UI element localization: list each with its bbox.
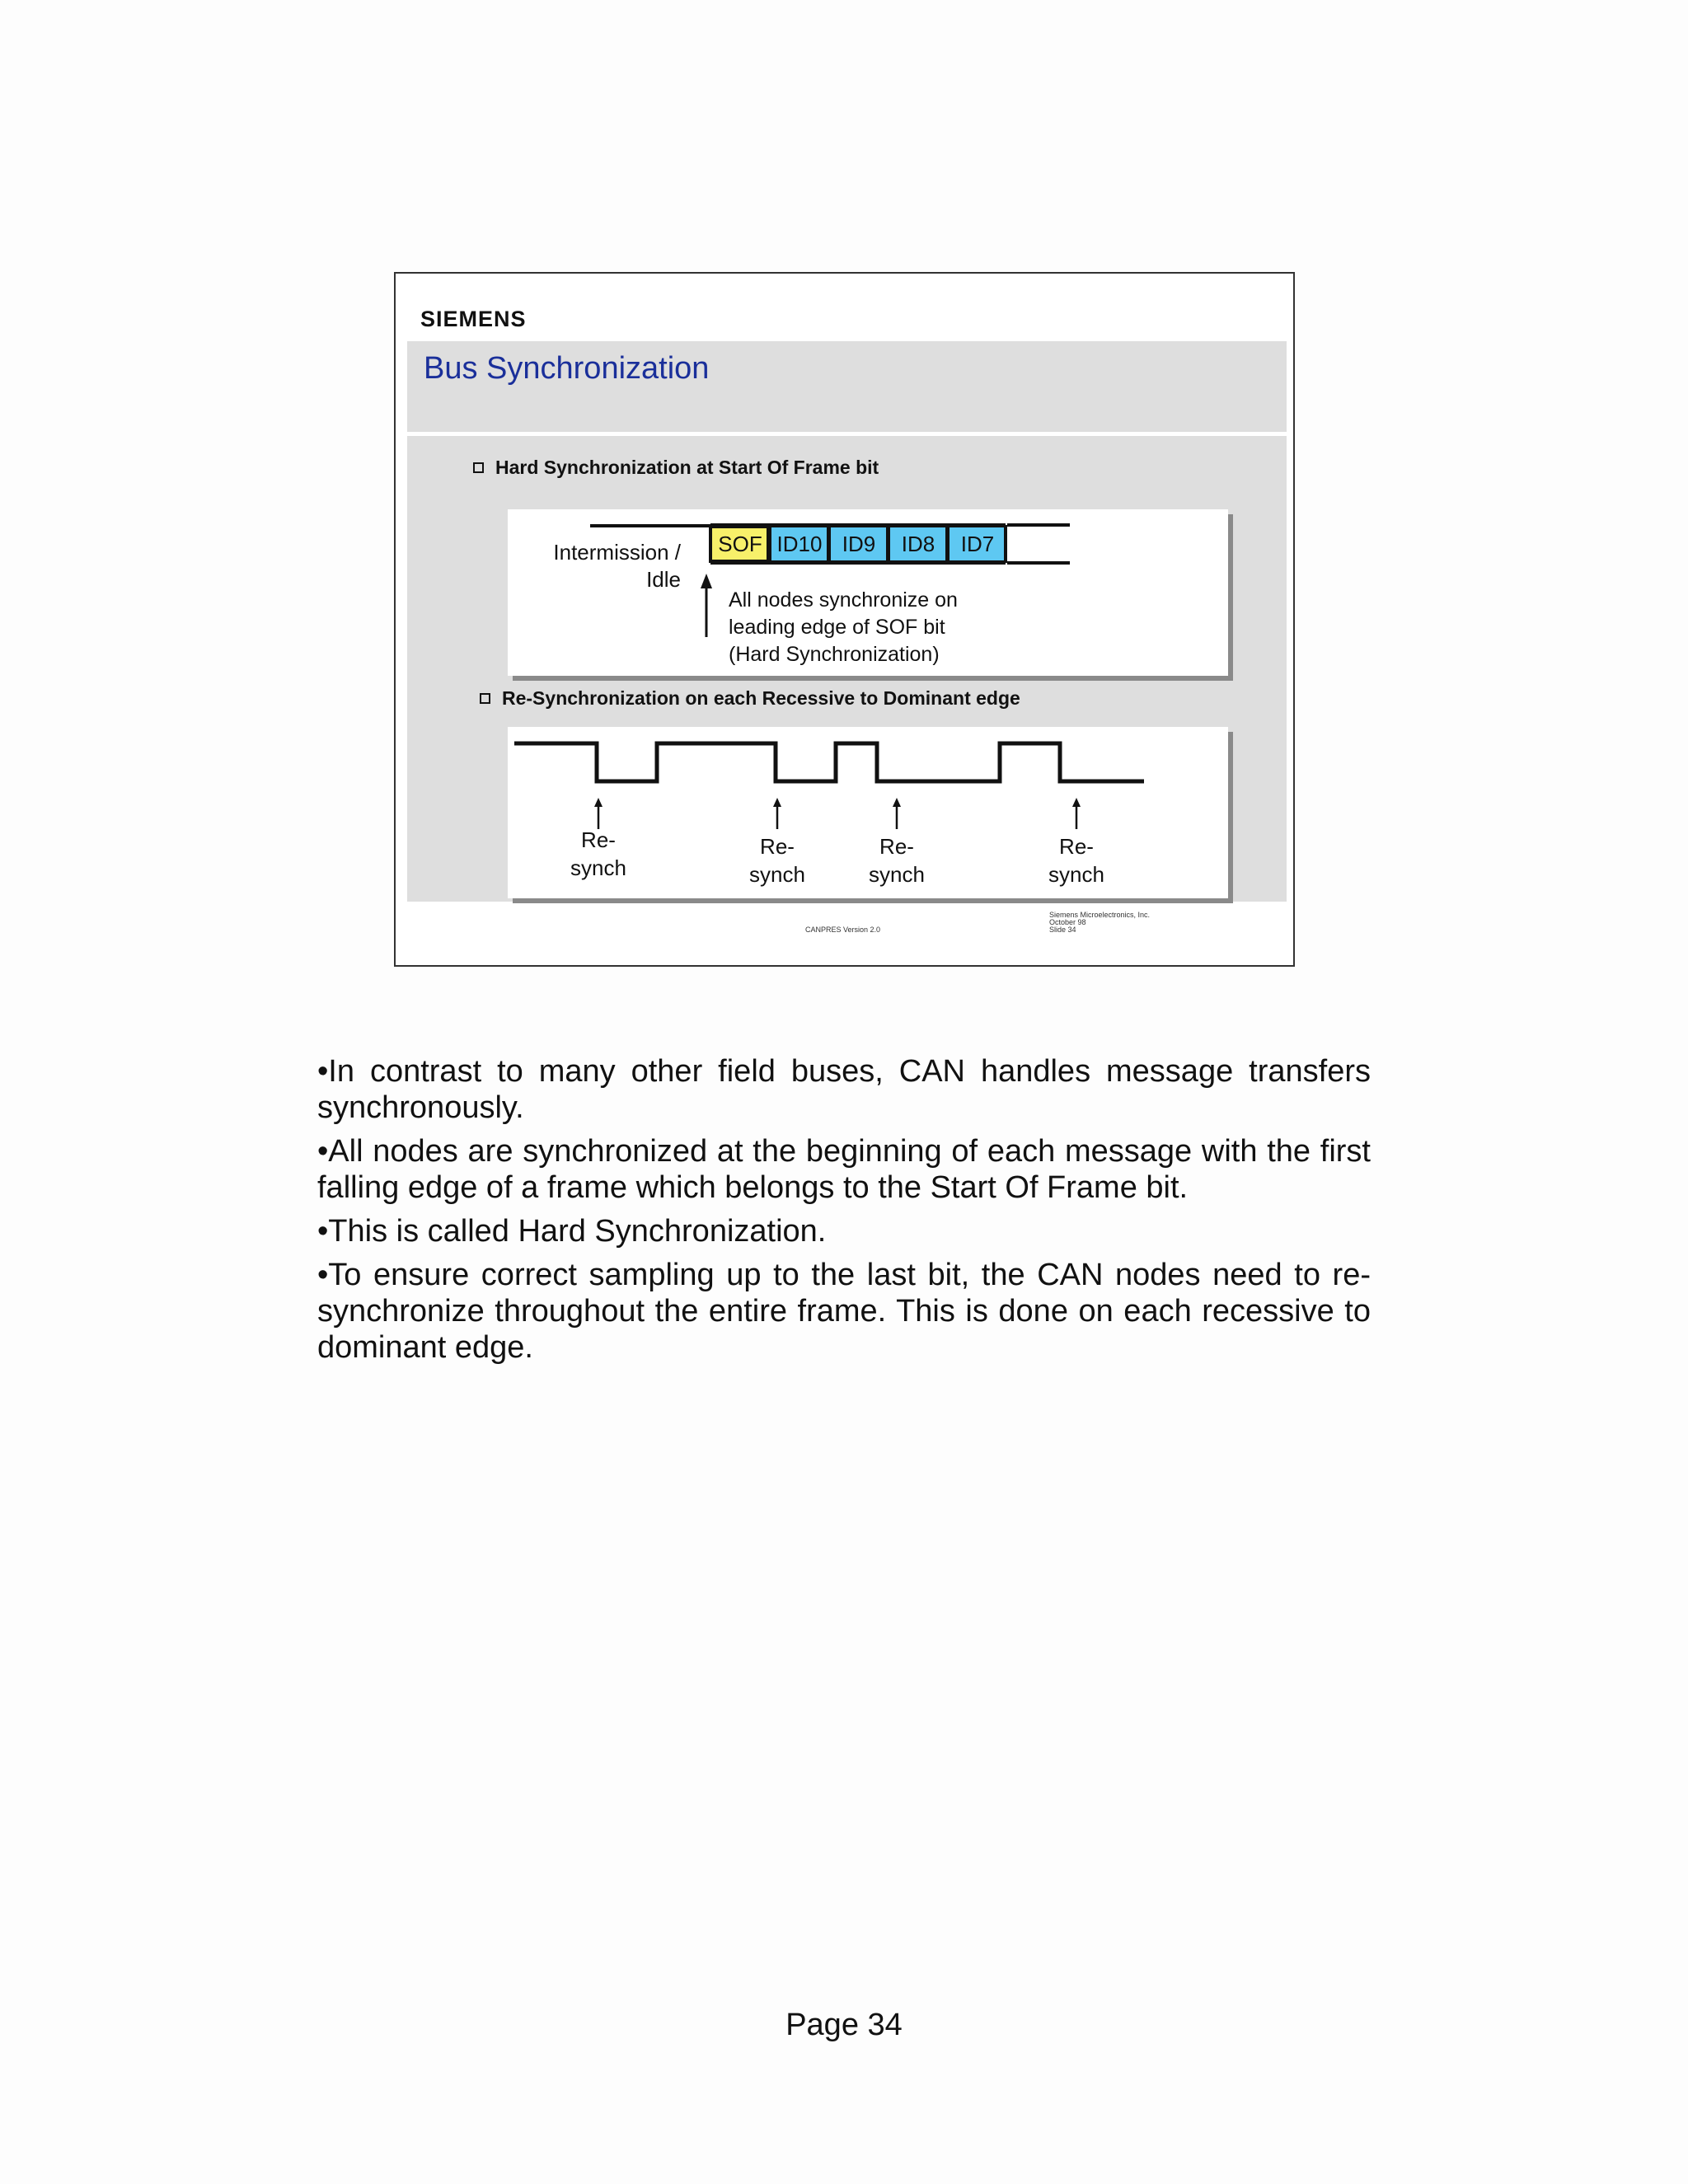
field-separator [768,525,771,563]
title-band [407,341,1287,432]
resynch-label-line1: Re- [879,834,914,859]
siemens-logo: SIEMENS [420,307,527,331]
sync-note-line1: All nodes synchronize on [729,588,958,612]
sof-label: SOF [718,532,762,556]
field-separator [946,525,950,563]
section1-heading-text: Hard Synchronization at Start Of Frame bit [495,457,879,478]
checkbox-square-icon [473,462,484,473]
slide-title: Bus Synchronization [424,351,710,386]
resynch-label-line2: synch [749,862,805,887]
body-text [317,1053,1371,1373]
resync-diagram-panel [508,727,1228,898]
hard-sync-diagram [508,509,1228,676]
checkbox-square-icon [480,693,490,704]
id10-label: ID10 [776,532,823,556]
footer-slide-number: Slide 34 [1049,926,1076,934]
content-band [407,436,1287,902]
resync-diagram [508,727,1228,898]
footer-date: October 98 [1049,918,1086,926]
body-paragraph: •In contrast to many other field buses, CAN handles message transfers synchronously. [317,1054,1371,1125]
arrow-head-icon [701,574,712,588]
id7-label: ID7 [960,532,995,556]
body-paragraph: •To ensure correct sampling up to the last bit, the CAN nodes need to re-synchronize throughout the entire frame. This is done on each recessive to dominant edge. [317,1258,1371,1365]
section2-heading-text: Re-Synchronization on each Recessive to Dominant edge [502,687,1020,709]
resynch-label-line1: Re- [581,827,616,852]
arrow-head-icon [1072,798,1081,807]
arrow-head-icon [773,798,781,807]
page-number: Page 34 [785,2008,903,2042]
sync-note-line3: (Hard Synchronization) [729,643,940,666]
footer-company: Siemens Microelectronics, Inc. [1049,911,1151,919]
sync-note-line2: leading edge of SOF bit [729,616,945,639]
bitstream-waveform [514,743,1144,781]
id8-label: ID8 [901,532,935,556]
slide [394,272,1295,967]
hard-sync-diagram-panel [508,509,1228,676]
body-paragraph: •All nodes are synchronized at the beginning of each message with the first falling edge of a frame which belongs to the Start Of Frame bit. [317,1134,1371,1205]
idle-label-line1: Intermission / [553,540,681,565]
field-separator [887,525,890,563]
resynch-label-line2: synch [570,855,626,880]
arrow-head-icon [893,798,901,807]
arrow-head-icon [594,798,603,807]
resynch-marker-3 [869,798,925,887]
resynch-label-line1: Re- [1059,834,1094,859]
body-paragraph: •This is called Hard Synchronization. [317,1214,827,1249]
footer-right [1049,912,1150,934]
footer-version: CANPRES Version 2.0 [805,926,881,934]
resynch-label-line2: synch [869,862,925,887]
resynch-label-line2: synch [1048,862,1104,887]
resynch-marker-1 [570,798,626,880]
resynch-label-line1: Re- [760,834,795,859]
field-separator [828,525,831,563]
section1-heading [473,457,879,479]
id9-label: ID9 [842,532,876,556]
resynch-marker-2 [749,798,805,887]
section2-heading [480,687,1020,710]
resynch-marker-4 [1048,798,1104,887]
idle-label-line2: Idle [646,567,681,592]
